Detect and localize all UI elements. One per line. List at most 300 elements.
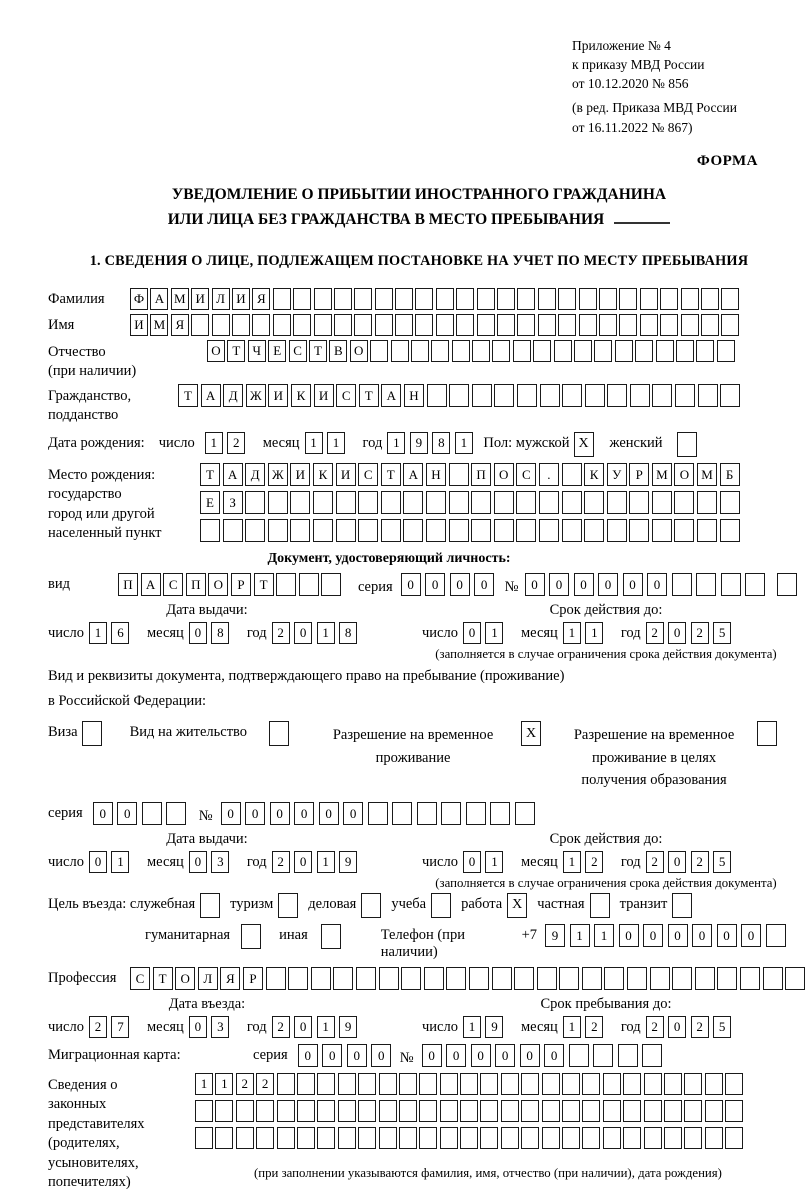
char-cell[interactable] (513, 340, 531, 362)
char-cell[interactable] (681, 314, 699, 336)
char-cell[interactable]: 9 (410, 432, 428, 454)
char-cell[interactable] (582, 1100, 600, 1122)
char-cell[interactable] (436, 314, 454, 336)
char-cell[interactable]: 1 (317, 622, 335, 644)
temp-residence-education-checkbox[interactable] (757, 721, 777, 746)
char-cell[interactable] (785, 967, 805, 990)
char-cell[interactable] (401, 967, 421, 990)
char-cell[interactable] (256, 1127, 274, 1149)
char-cell[interactable] (215, 1100, 233, 1122)
char-cell[interactable] (644, 1100, 662, 1122)
char-cell[interactable]: Я (252, 288, 270, 310)
char-cell[interactable]: 0 (520, 1044, 540, 1067)
char-cell[interactable]: И (191, 288, 209, 310)
char-cell[interactable]: 0 (549, 573, 569, 596)
char-cell[interactable] (599, 314, 617, 336)
char-cell[interactable] (273, 288, 291, 310)
char-cell[interactable] (674, 519, 694, 542)
char-cell[interactable] (313, 519, 333, 542)
char-cell[interactable] (370, 340, 388, 362)
char-cell[interactable]: 0 (294, 1016, 312, 1038)
char-cell[interactable] (368, 802, 388, 825)
char-cell[interactable]: 8 (432, 432, 450, 454)
char-cell[interactable]: Б (720, 463, 740, 486)
char-cell[interactable] (619, 288, 637, 310)
char-cell[interactable] (582, 1127, 600, 1149)
char-cell[interactable] (293, 314, 311, 336)
char-cell[interactable] (424, 967, 444, 990)
char-cell[interactable]: 9 (339, 851, 357, 873)
char-cell[interactable]: 0 (93, 802, 113, 825)
char-cell[interactable] (720, 384, 740, 407)
char-cell[interactable]: 0 (598, 573, 618, 596)
char-cell[interactable]: 0 (668, 1016, 686, 1038)
char-cell[interactable] (472, 384, 492, 407)
char-cell[interactable]: О (208, 573, 228, 596)
char-cell[interactable]: 0 (525, 573, 545, 596)
char-cell[interactable] (288, 967, 308, 990)
char-cell[interactable] (232, 314, 250, 336)
char-cell[interactable]: 0 (371, 1044, 391, 1067)
char-cell[interactable] (501, 1127, 519, 1149)
char-cell[interactable] (313, 491, 333, 514)
char-cell[interactable] (419, 1100, 437, 1122)
char-cell[interactable]: 2 (585, 851, 603, 873)
purpose-business-checkbox[interactable] (200, 893, 220, 918)
char-cell[interactable]: Н (404, 384, 424, 407)
char-cell[interactable]: Р (231, 573, 251, 596)
char-cell[interactable] (276, 573, 296, 596)
char-cell[interactable]: Т (227, 340, 245, 362)
char-cell[interactable]: 9 (485, 1016, 503, 1038)
char-cell[interactable]: К (291, 384, 311, 407)
char-cell[interactable]: 1 (594, 924, 614, 947)
char-cell[interactable] (516, 519, 536, 542)
char-cell[interactable] (684, 1127, 702, 1149)
char-cell[interactable]: О (175, 967, 195, 990)
char-cell[interactable]: К (584, 463, 604, 486)
char-cell[interactable]: 0 (463, 622, 481, 644)
char-cell[interactable]: 0 (189, 622, 207, 644)
char-cell[interactable] (619, 314, 637, 336)
char-cell[interactable] (763, 967, 783, 990)
char-cell[interactable]: З (223, 491, 243, 514)
char-cell[interactable] (391, 340, 409, 362)
char-cell[interactable]: 0 (422, 1044, 442, 1067)
char-cell[interactable] (419, 1127, 437, 1149)
char-cell[interactable]: Т (254, 573, 274, 596)
char-cell[interactable] (644, 1073, 662, 1095)
char-cell[interactable] (558, 314, 576, 336)
char-cell[interactable]: 6 (111, 622, 129, 644)
char-cell[interactable]: Ч (248, 340, 266, 362)
char-cell[interactable]: 5 (713, 622, 731, 644)
char-cell[interactable] (273, 314, 291, 336)
temp-residence-checkbox[interactable]: X (521, 721, 541, 746)
char-cell[interactable]: М (150, 314, 168, 336)
char-cell[interactable] (245, 491, 265, 514)
char-cell[interactable] (582, 967, 602, 990)
char-cell[interactable] (492, 967, 512, 990)
char-cell[interactable] (293, 288, 311, 310)
char-cell[interactable]: 0 (425, 573, 445, 596)
char-cell[interactable] (395, 288, 413, 310)
char-cell[interactable] (599, 288, 617, 310)
char-cell[interactable] (166, 802, 186, 825)
char-cell[interactable] (277, 1100, 295, 1122)
char-cell[interactable] (212, 314, 230, 336)
char-cell[interactable]: А (150, 288, 168, 310)
char-cell[interactable]: Р (629, 463, 649, 486)
char-cell[interactable] (314, 288, 332, 310)
char-cell[interactable] (494, 384, 514, 407)
char-cell[interactable]: 0 (544, 1044, 564, 1067)
char-cell[interactable]: А (201, 384, 221, 407)
char-cell[interactable]: 1 (195, 1073, 213, 1095)
char-cell[interactable]: 2 (646, 851, 664, 873)
char-cell[interactable] (559, 967, 579, 990)
char-cell[interactable] (562, 491, 582, 514)
char-cell[interactable] (697, 519, 717, 542)
purpose-work-checkbox[interactable]: X (507, 893, 527, 918)
char-cell[interactable] (338, 1073, 356, 1095)
char-cell[interactable]: 5 (713, 1016, 731, 1038)
char-cell[interactable] (562, 384, 582, 407)
char-cell[interactable] (701, 314, 719, 336)
char-cell[interactable] (415, 314, 433, 336)
char-cell[interactable]: Л (198, 967, 218, 990)
char-cell[interactable] (623, 1127, 641, 1149)
char-cell[interactable] (725, 1073, 743, 1095)
char-cell[interactable] (672, 573, 692, 596)
char-cell[interactable]: 3 (211, 851, 229, 873)
char-cell[interactable] (640, 288, 658, 310)
char-cell[interactable]: И (232, 288, 250, 310)
char-cell[interactable] (436, 288, 454, 310)
char-cell[interactable]: 1 (455, 432, 473, 454)
char-cell[interactable]: О (350, 340, 368, 362)
char-cell[interactable] (516, 491, 536, 514)
char-cell[interactable]: Ж (268, 463, 288, 486)
char-cell[interactable] (399, 1073, 417, 1095)
char-cell[interactable]: Р (243, 967, 263, 990)
purpose-humanitarian-checkbox[interactable] (241, 924, 261, 949)
char-cell[interactable]: 0 (189, 1016, 207, 1038)
char-cell[interactable] (268, 491, 288, 514)
char-cell[interactable]: 0 (117, 802, 137, 825)
char-cell[interactable]: 1 (563, 851, 581, 873)
char-cell[interactable]: 2 (691, 622, 709, 644)
char-cell[interactable] (356, 967, 376, 990)
char-cell[interactable] (460, 1127, 478, 1149)
char-cell[interactable]: И (314, 384, 334, 407)
visa-checkbox[interactable] (82, 721, 102, 746)
char-cell[interactable]: П (118, 573, 138, 596)
char-cell[interactable]: 8 (211, 622, 229, 644)
char-cell[interactable]: 1 (485, 851, 503, 873)
char-cell[interactable] (603, 1127, 621, 1149)
purpose-transit-checkbox[interactable] (672, 893, 692, 918)
char-cell[interactable] (440, 1073, 458, 1095)
char-cell[interactable] (452, 340, 470, 362)
char-cell[interactable]: 8 (339, 622, 357, 644)
char-cell[interactable] (200, 519, 220, 542)
char-cell[interactable] (745, 573, 765, 596)
char-cell[interactable] (521, 1073, 539, 1095)
char-cell[interactable] (644, 1127, 662, 1149)
char-cell[interactable] (701, 288, 719, 310)
char-cell[interactable] (533, 340, 551, 362)
char-cell[interactable]: В (329, 340, 347, 362)
char-cell[interactable]: У (607, 463, 627, 486)
char-cell[interactable]: 1 (570, 924, 590, 947)
char-cell[interactable] (466, 802, 486, 825)
char-cell[interactable] (297, 1127, 315, 1149)
char-cell[interactable] (195, 1127, 213, 1149)
char-cell[interactable] (517, 384, 537, 407)
char-cell[interactable] (480, 1127, 498, 1149)
char-cell[interactable] (456, 314, 474, 336)
char-cell[interactable] (375, 288, 393, 310)
char-cell[interactable] (358, 1127, 376, 1149)
char-cell[interactable]: 1 (89, 622, 107, 644)
char-cell[interactable]: А (403, 463, 423, 486)
char-cell[interactable] (615, 340, 633, 362)
char-cell[interactable] (652, 384, 672, 407)
char-cell[interactable] (640, 314, 658, 336)
char-cell[interactable]: Е (268, 340, 286, 362)
char-cell[interactable] (338, 1127, 356, 1149)
char-cell[interactable] (623, 1100, 641, 1122)
char-cell[interactable]: Т (309, 340, 327, 362)
char-cell[interactable]: 0 (668, 622, 686, 644)
char-cell[interactable]: К (313, 463, 333, 486)
char-cell[interactable]: 0 (574, 573, 594, 596)
char-cell[interactable] (604, 967, 624, 990)
char-cell[interactable]: 1 (317, 851, 335, 873)
char-cell[interactable] (490, 802, 510, 825)
char-cell[interactable]: 0 (294, 622, 312, 644)
char-cell[interactable] (623, 1073, 641, 1095)
char-cell[interactable] (403, 491, 423, 514)
char-cell[interactable] (515, 802, 535, 825)
char-cell[interactable]: 2 (585, 1016, 603, 1038)
char-cell[interactable] (539, 491, 559, 514)
char-cell[interactable] (652, 491, 672, 514)
char-cell[interactable] (695, 967, 715, 990)
char-cell[interactable] (268, 519, 288, 542)
char-cell[interactable]: Е (200, 491, 220, 514)
char-cell[interactable] (277, 1073, 295, 1095)
char-cell[interactable] (664, 1073, 682, 1095)
char-cell[interactable]: Т (153, 967, 173, 990)
char-cell[interactable] (321, 573, 341, 596)
char-cell[interactable]: 0 (668, 851, 686, 873)
char-cell[interactable]: 0 (89, 851, 107, 873)
char-cell[interactable]: О (494, 463, 514, 486)
char-cell[interactable] (494, 519, 514, 542)
char-cell[interactable]: О (207, 340, 225, 362)
char-cell[interactable]: 2 (236, 1073, 254, 1095)
char-cell[interactable]: 5 (713, 851, 731, 873)
char-cell[interactable] (333, 967, 353, 990)
char-cell[interactable] (477, 314, 495, 336)
char-cell[interactable] (317, 1127, 335, 1149)
char-cell[interactable] (449, 463, 469, 486)
char-cell[interactable] (223, 519, 243, 542)
char-cell[interactable]: Д (245, 463, 265, 486)
char-cell[interactable] (642, 1044, 662, 1067)
char-cell[interactable] (635, 340, 653, 362)
purpose-tourism-checkbox[interactable] (278, 893, 298, 918)
char-cell[interactable] (579, 314, 597, 336)
char-cell[interactable] (607, 519, 627, 542)
char-cell[interactable]: 0 (322, 1044, 342, 1067)
char-cell[interactable]: 0 (343, 802, 363, 825)
char-cell[interactable] (299, 573, 319, 596)
purpose-delovaya-checkbox[interactable] (361, 893, 381, 918)
char-cell[interactable] (674, 491, 694, 514)
char-cell[interactable] (521, 1127, 539, 1149)
char-cell[interactable] (675, 384, 695, 407)
char-cell[interactable] (142, 802, 162, 825)
char-cell[interactable] (460, 1073, 478, 1095)
char-cell[interactable]: 0 (221, 802, 241, 825)
char-cell[interactable] (317, 1100, 335, 1122)
char-cell[interactable] (697, 491, 717, 514)
char-cell[interactable] (236, 1127, 254, 1149)
char-cell[interactable]: Т (200, 463, 220, 486)
char-cell[interactable] (593, 1044, 613, 1067)
char-cell[interactable]: А (223, 463, 243, 486)
char-cell[interactable] (696, 340, 714, 362)
char-cell[interactable]: М (697, 463, 717, 486)
char-cell[interactable] (477, 288, 495, 310)
char-cell[interactable] (441, 802, 461, 825)
char-cell[interactable] (684, 1100, 702, 1122)
char-cell[interactable]: Д (223, 384, 243, 407)
char-cell[interactable]: 1 (485, 622, 503, 644)
char-cell[interactable] (558, 288, 576, 310)
char-cell[interactable] (501, 1100, 519, 1122)
char-cell[interactable] (584, 491, 604, 514)
char-cell[interactable] (277, 1127, 295, 1149)
char-cell[interactable]: И (290, 463, 310, 486)
char-cell[interactable]: 0 (347, 1044, 367, 1067)
char-cell[interactable] (456, 288, 474, 310)
char-cell[interactable]: 0 (643, 924, 663, 947)
char-cell[interactable]: 1 (111, 851, 129, 873)
char-cell[interactable]: Я (220, 967, 240, 990)
char-cell[interactable] (698, 384, 718, 407)
char-cell[interactable] (399, 1100, 417, 1122)
char-cell[interactable] (537, 967, 557, 990)
char-cell[interactable]: М (652, 463, 672, 486)
char-cell[interactable] (538, 288, 556, 310)
char-cell[interactable]: 0 (619, 924, 639, 947)
char-cell[interactable]: О (674, 463, 694, 486)
char-cell[interactable] (426, 491, 446, 514)
char-cell[interactable]: Т (359, 384, 379, 407)
char-cell[interactable]: Я (171, 314, 189, 336)
char-cell[interactable] (672, 967, 692, 990)
char-cell[interactable] (584, 519, 604, 542)
char-cell[interactable] (562, 519, 582, 542)
char-cell[interactable] (480, 1100, 498, 1122)
char-cell[interactable] (358, 491, 378, 514)
char-cell[interactable] (449, 491, 469, 514)
char-cell[interactable] (721, 314, 739, 336)
char-cell[interactable]: 0 (471, 1044, 491, 1067)
char-cell[interactable] (562, 1127, 580, 1149)
char-cell[interactable] (381, 491, 401, 514)
purpose-private-checkbox[interactable] (590, 893, 610, 918)
char-cell[interactable] (521, 1100, 539, 1122)
char-cell[interactable] (460, 1100, 478, 1122)
char-cell[interactable] (720, 519, 740, 542)
char-cell[interactable] (664, 1100, 682, 1122)
char-cell[interactable]: П (186, 573, 206, 596)
char-cell[interactable]: 2 (272, 622, 290, 644)
char-cell[interactable] (717, 967, 737, 990)
char-cell[interactable] (705, 1127, 723, 1149)
char-cell[interactable] (497, 314, 515, 336)
char-cell[interactable]: 2 (646, 1016, 664, 1038)
char-cell[interactable] (290, 519, 310, 542)
char-cell[interactable] (494, 491, 514, 514)
char-cell[interactable] (195, 1100, 213, 1122)
char-cell[interactable] (415, 288, 433, 310)
char-cell[interactable]: 0 (319, 802, 339, 825)
char-cell[interactable] (449, 384, 469, 407)
char-cell[interactable] (411, 340, 429, 362)
char-cell[interactable]: 1 (215, 1073, 233, 1095)
char-cell[interactable]: 0 (189, 851, 207, 873)
char-cell[interactable] (440, 1100, 458, 1122)
char-cell[interactable]: И (336, 463, 356, 486)
char-cell[interactable]: 0 (294, 802, 314, 825)
residence-permit-checkbox[interactable] (269, 721, 289, 746)
char-cell[interactable] (538, 314, 556, 336)
char-cell[interactable]: С (163, 573, 183, 596)
char-cell[interactable] (480, 1073, 498, 1095)
purpose-other-checkbox[interactable] (321, 924, 341, 949)
char-cell[interactable]: 0 (668, 924, 688, 947)
char-cell[interactable] (717, 340, 735, 362)
char-cell[interactable] (579, 288, 597, 310)
char-cell[interactable] (766, 924, 786, 947)
char-cell[interactable] (681, 288, 699, 310)
char-cell[interactable] (256, 1100, 274, 1122)
char-cell[interactable] (358, 1073, 376, 1095)
char-cell[interactable] (492, 340, 510, 362)
char-cell[interactable] (354, 288, 372, 310)
char-cell[interactable] (540, 384, 560, 407)
char-cell[interactable] (379, 1127, 397, 1149)
char-cell[interactable] (725, 1127, 743, 1149)
char-cell[interactable]: 0 (741, 924, 761, 947)
char-cell[interactable] (236, 1100, 254, 1122)
char-cell[interactable]: 7 (111, 1016, 129, 1038)
char-cell[interactable] (336, 519, 356, 542)
char-cell[interactable] (656, 340, 674, 362)
char-cell[interactable]: С (336, 384, 356, 407)
char-cell[interactable] (705, 1100, 723, 1122)
char-cell[interactable]: Т (381, 463, 401, 486)
char-cell[interactable]: 2 (646, 622, 664, 644)
char-cell[interactable] (471, 519, 491, 542)
char-cell[interactable] (721, 573, 741, 596)
